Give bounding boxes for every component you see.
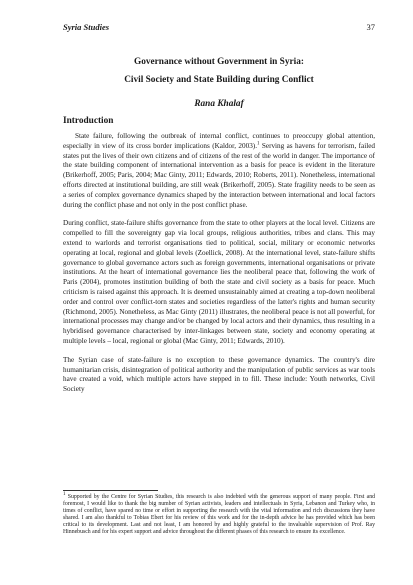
title-line-1: Governance without Government in Syria: (134, 57, 304, 67)
title-line-2: Civil Society and State Building during Conflict (124, 75, 314, 85)
footnote-separator (63, 490, 158, 491)
footnote-marker: 1 (63, 492, 66, 498)
author-name: Rana Khalaf (194, 99, 244, 109)
section-heading: Introduction (63, 116, 114, 126)
running-header (63, 22, 375, 36)
page-number: 37 (366, 22, 375, 32)
journal-name: Syria Studies (63, 22, 110, 32)
paragraph-1 (63, 132, 375, 210)
footnote (63, 494, 375, 537)
article-title (63, 55, 375, 87)
footnote-reference[interactable]: 1 (257, 141, 260, 147)
paragraph-1-after: Serving as havens for terrorism, failed states put the lives of their own citizens and of citizens of the rest of the world in danger. The importance of the state building component of international intervention as a basis for peace is evident in the literature (Brikerhoff, 2005; Paris, 2004; Mac Ginty, 2011; Edwards, 2010; Roberts, 2011). Nonetheless, international efforts directed at institutional building, are still weak (Brikerhoff, 2005). State fragility needs to be seen as a series of complex governance dynamics shaped by the interaction between international and local factors during the conflict phase and not only in the post conflict phase. (63, 141, 375, 209)
article-body (63, 132, 375, 404)
paragraph-1-before: State failure, following the outbreak of internal conflict, continues to preoccupy global attention, especially in view of its cross border implications (Kaldor, 2003). (63, 132, 375, 150)
footnote-text: Supported by the Centre for Syrian Studies, this research is also indebted with the generous support of many people. First and foremost, I would like to thank the big number of Syrian activists, leaders and intellectuals in Syria, Lebanon and Turkey who, in times of conflict, have spared no time or effort in supporting the research with the vital information and rich discussions they have shared. I am also thankful to Tobias Ebert for his review of this work and for the in-depth advice he has provided which has been critical to its development. Last and not least, I am honored by and highly grateful to the invaluable supervision of Prof. Ray Hinnebusch and for his expert support and advice throughout the different phases of this research to ensure its excellence. (63, 494, 375, 536)
paragraph-3: The Syrian case of state-failure is no exception to these governance dynamics. The country's dire humanitarian crisis, disintegration of political authority and the manipulation of public services as war tools have created a void, which multiple actors have stepped in to fill. These include: Youth networks, Civil Society (63, 355, 375, 394)
paragraph-2: During conflict, state-failure shifts governance from the state to other players at the local level. Citizens are compelled to fill the sovereignty gap via local groups, religious authorities, tribes and clans. This may extend to warlords and terrorist organisations tied to political, social, military or economic networks operating at local, regional and global levels (Zoellick, 2008). At the international level, state-failure shifts governance to global governance actors such as foreign governments, international organisations or private institutions. At the heart of international governance lies the neoliberal peace that, following the work of Paris (2004), promotes institution building of both the state and civil society as a basis for peace. Much criticism is raised against this approach. It is deemed unsustainably aimed at creating a top-down neoliberal order and control over conflict-torn states and societies regardless of the latter's rights and human security (Richmond, 2005). Nonetheless, as Mac Ginty (2011) illustrates, the neoliberal peace is not all powerful, for international processes may change and/or be changed by local actors and their dynamics, thus resulting in a hybridised governance characterised by inter-linkages between state, society and economy operating at multiple levels – local, regional or global (Mac Ginty, 2011; Edwards, 2010). (63, 219, 375, 345)
